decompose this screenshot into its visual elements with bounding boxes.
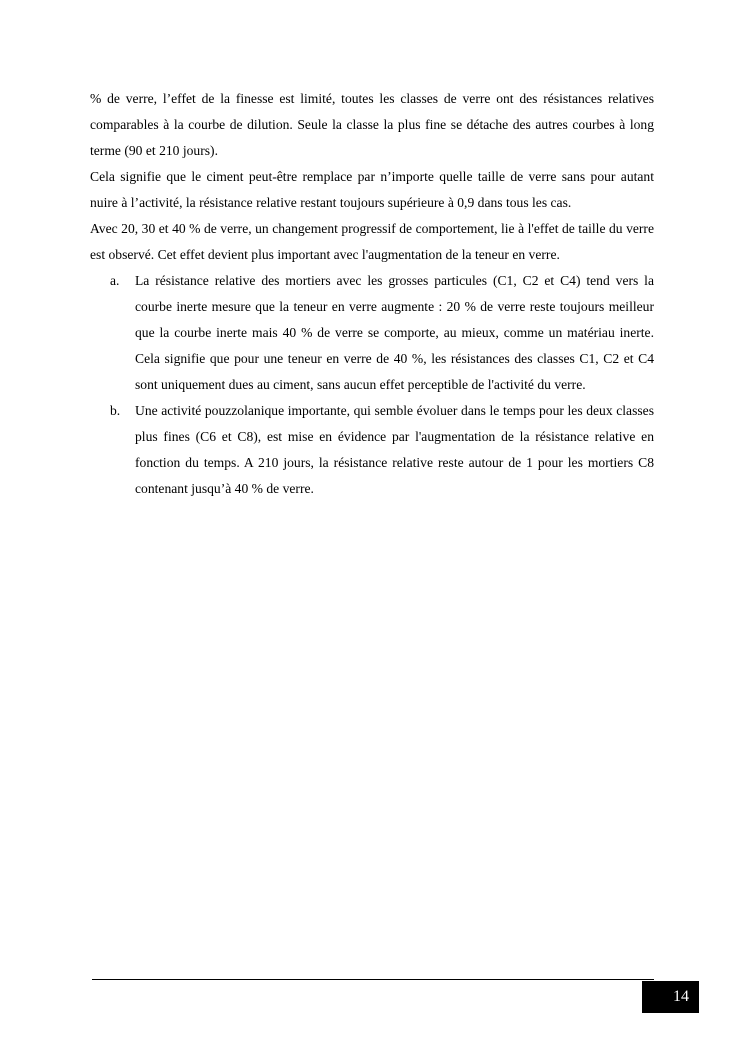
- page-content: [90, 86, 654, 502]
- footer-divider: [92, 979, 654, 980]
- paragraph-dilution-comparison: % de verre, l’effet de la finesse est limité, toutes les classes de verre ont des résistances relatives comparables à la courbe de dilution. Seule la classe la plus fine se détache des autres courbes à long terme (90 et 210 jours).: [90, 91, 654, 158]
- list-item: [90, 268, 654, 398]
- page-number-badge: [642, 981, 699, 1013]
- paragraph-cement-replacement: Cela signifie que le ciment peut-être remplace par n’importe quelle taille de verre sans pour autant nuire à l’activité, la résistance relative restant toujours supérieure à 0,9 dans tous les cas.: [90, 169, 654, 210]
- findings-list: [90, 268, 654, 502]
- list-item-text: La résistance relative des mortiers avec les grosses particules (C1, C2 et C4) tend vers la courbe inerte mesure que la teneur en verre augmente : 20 % de verre reste toujours meilleur que la courbe inerte mais 40 % de verre se comporte, au mieux, comme un matériau inerte. Cela signifie que pour une teneur en verre de 40 %, les résistances des classes C1, C2 et C4 sont uniquement dues au ciment, sans aucun effet perceptible de l'activité du verre.: [135, 273, 654, 392]
- paragraph-size-effect: Avec 20, 30 et 40 % de verre, un changement progressif de comportement, lie à l'effet de taille du verre est observé. Cet effet devient plus important avec l'augmentation de la teneur en verre.: [90, 221, 654, 262]
- list-item: [90, 398, 654, 502]
- list-marker: b.: [110, 403, 121, 418]
- list-marker: a.: [110, 273, 120, 288]
- page-number: 14: [673, 988, 689, 1005]
- list-item-text: Une activité pouzzolanique importante, qui semble évoluer dans le temps pour les deux classes plus fines (C6 et C8), est mise en évidence par l'augmentation de la résistance relative en fonction du temps. A 210 jours, la résistance relative reste autour de 1 pour les mortiers C8 contenant jusqu’à 40 % de verre.: [135, 403, 654, 496]
